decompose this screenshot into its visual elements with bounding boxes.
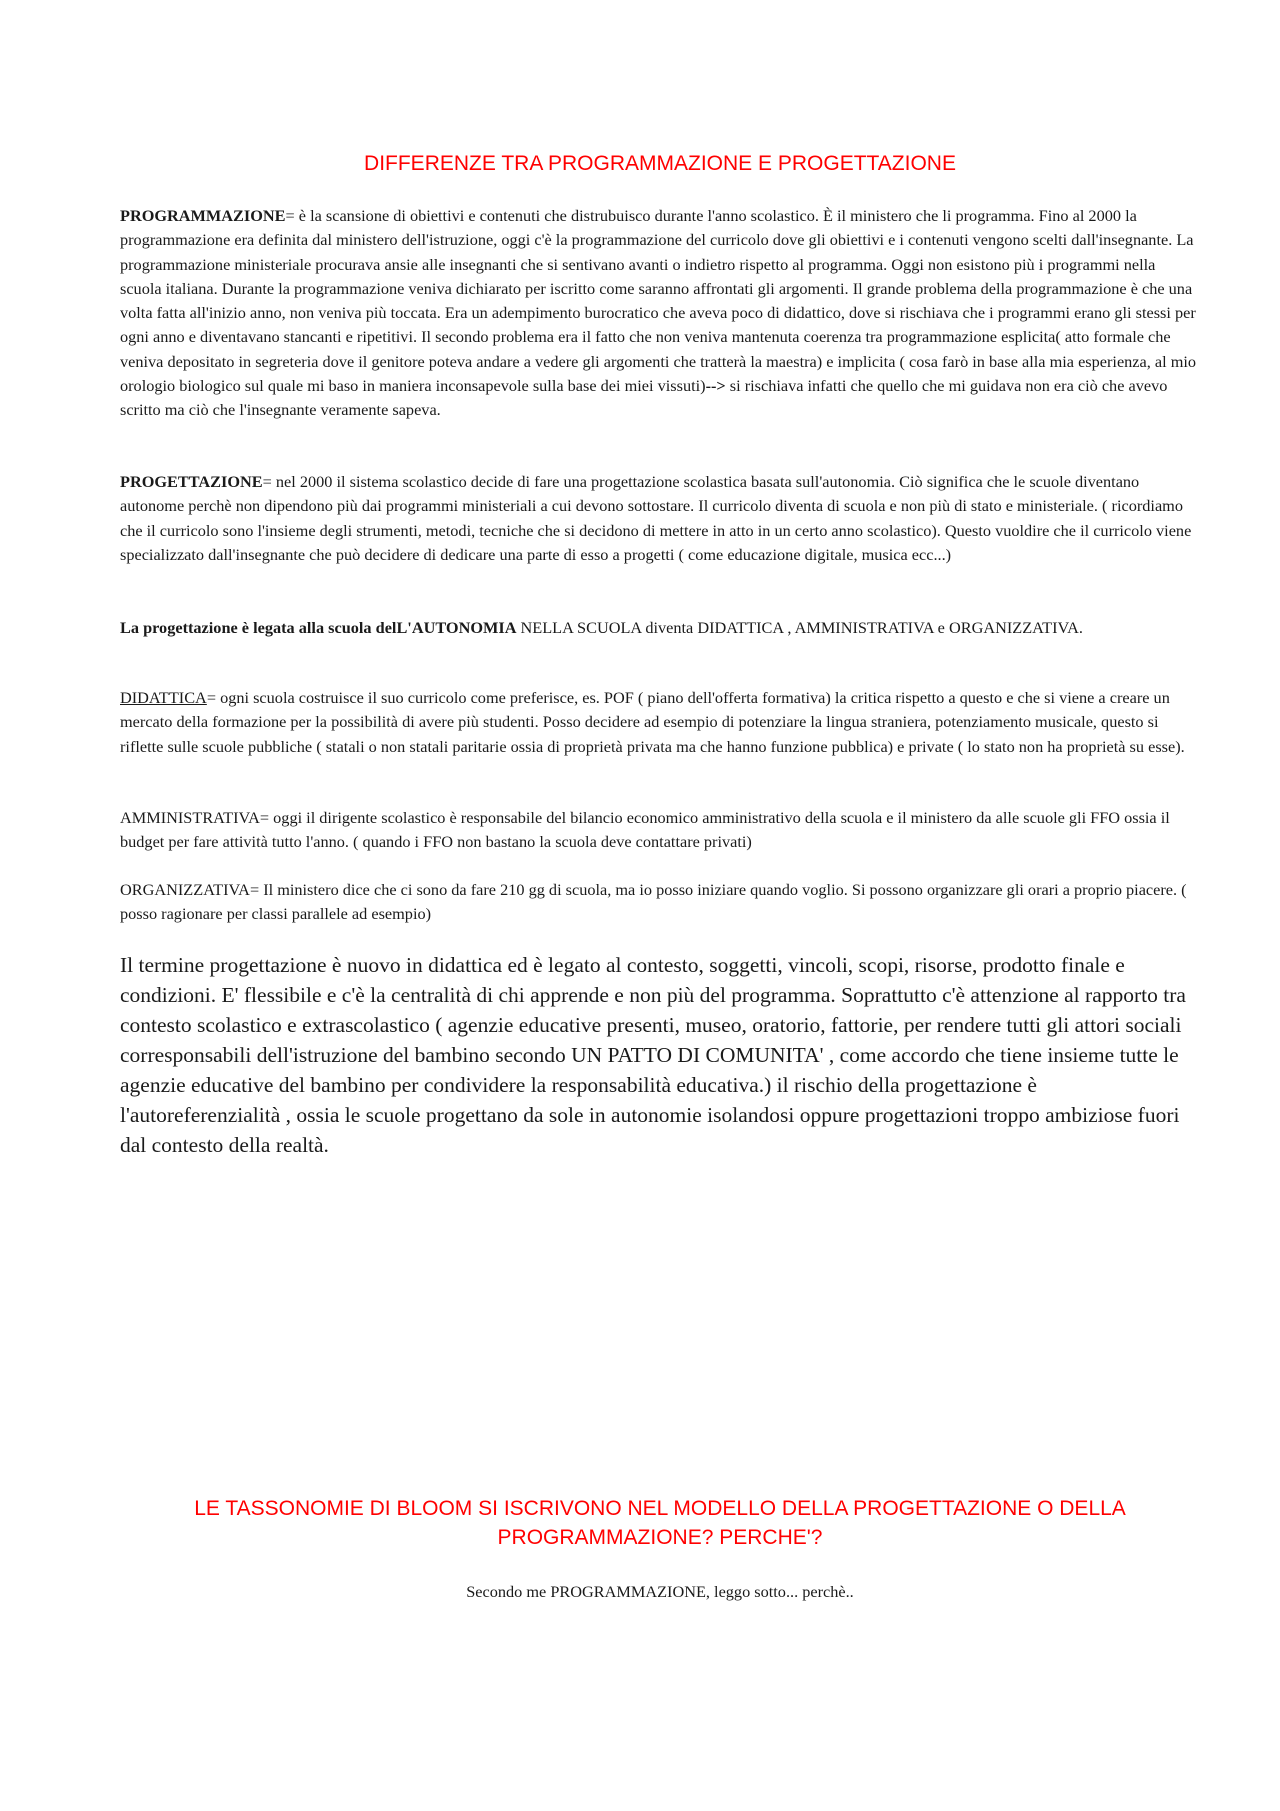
paragraph-organizzativa xyxy=(120,878,1200,927)
document-title: DIFFERENZE TRA PROGRAMMAZIONE E PROGETTAZIONE xyxy=(364,152,956,175)
paragraph-amministrativa xyxy=(120,806,1200,855)
autonomia-bold: La progettazione è legata alla scuola delL'AUTONOMIA xyxy=(120,618,517,637)
term-programmazione: PROGRAMMAZIONE xyxy=(120,206,286,225)
arrow-symbol: --> xyxy=(705,376,726,396)
term-progettazione: PROGETTAZIONE xyxy=(120,472,263,491)
termine-text: Il termine progettazione è nuovo in didattica ed è legato al contesto, soggetti, vincoli, scopi, risorse, prodotto finale e condizioni. E' flessibile e c'è la centralità di chi apprende e non più del programma. Soprattutto c'è attenzione al rapporto tra contesto scolastico e extrascolastico ( agenzie educative presenti, museo, oratorio, fattorie, per rendere tutti gli attori sociali corresponsabili dell'istruzione del bambino secondo UN PATTO DI COMUNITA' , come accordo che tiene insieme tutte le agenzie educative del bambino per condividere la responsabilità educativa.) il rischio della progettazione è l'autoreferenzialità , ossia le scuole progettano da sole in autonomie isolandosi oppure progettazioni troppo ambiziose fuori dal contesto della realtà. xyxy=(120,953,1186,1157)
didattica-text: = ogni scuola costruisce il suo curricolo come preferisce, es. POF ( piano dell'offerta formativa) la critica rispetto a questo e che si viene a creare un mercato della formazione per la possibilità di avere più studenti. Posso decidere ad esempio di potenziare la lingua straniera, potenziamento musicale, questo si riflette sulle scuole pubbliche ( statali o non statali paritarie ossia di proprietà privata ma che hanno funzione pubblica) e private ( lo stato non ha proprietà su esse). xyxy=(120,688,1185,756)
autonomia-text: NELLA SCUOLA diventa DIDATTICA , AMMINISTRATIVA e ORGANIZZATIVA. xyxy=(516,618,1083,637)
progettazione-text: = nel 2000 il sistema scolastico decide di fare una progettazione scolastica basata sull'autonomia. Ciò significa che le scuole diventano autonome perchè non dipendono più dai programmi ministeriali a cui devono sottostare. Il curricolo diventa di scuola e non più di stato e ministeriale. ( ricordiamo che il curricolo sono l'insieme degli strumenti, metodi, tecniche che si decidono di mettere in atto in un certo anno scolastico). Questo vuoldire che il curricolo viene specializzato dall'insegnante che può decidere di dedicare una parte di esso a progetti ( come educazione digitale, musica ecc...) xyxy=(120,472,1192,564)
term-didattica: DIDATTICA xyxy=(120,688,207,707)
organizzativa-text: ORGANIZZATIVA= Il ministero dice che ci sono da fare 210 gg di scuola, ma io posso iniziare quando voglio. Si possono organizzare gli orari a proprio piacere. ( posso ragionare per classi parallele ad esempio) xyxy=(120,880,1187,924)
paragraph-progettazione xyxy=(120,470,1200,567)
paragraph-didattica xyxy=(120,686,1200,759)
paragraph-programmazione xyxy=(120,204,1200,423)
programmazione-text-end: si rischiava infatti che quello che mi guidava non era ciò che avevo scritto ma ciò che l'insegnante veramente sapeva. xyxy=(120,376,1168,420)
paragraph-autonomia xyxy=(120,616,1200,640)
section-question-title: LE TASSONOMIE DI BLOOM SI ISCRIVONO NEL MODELLO DELLA PROGETTAZIONE O DELLA PROGRAMMAZIONE? PERCHE'? xyxy=(194,1497,1126,1549)
paragraph-termine xyxy=(120,950,1200,1160)
amministrativa-text: AMMINISTRATIVA= oggi il dirigente scolastico è responsabile del bilancio economico amministrativo della scuola e il ministero da alle scuole gli FFO ossia il budget per fare attività tutto l'anno. ( quando i FFO non bastano la scuola deve contattare privati) xyxy=(120,808,1170,852)
answer-text: Secondo me PROGRAMMAZIONE, leggo sotto... perchè.. xyxy=(466,1582,854,1601)
programmazione-text: = è la scansione di obiettivi e contenuti che distrubuisco durante l'anno scolastico. È il ministero che li programma. Fino al 2000 la programmazione era definita dal ministero dell'istruzione, oggi c'è la programmazione del curricolo dove gli obiettivi e i contenuti vengono scelti dall'insegnante. La programmazione ministeriale procurava ansie alle insegnanti che si sentivano avanti o indietro rispetto al programma. Oggi non esistono più i programmi nella scuola italiana. Durante la programmazione veniva dichiarato per iscritto come saranno affrontati gli argomenti. Il grande problema della programmazione è che una volta fatta all'inizio anno, non veniva più toccata. Era un adempimento burocratico che aveva poco di didattico, dove si rischiava che i programmi erano gli stessi per ogni anno e diventavano stancanti e ripetitivi. Il secondo problema era il fatto che non veniva mantenuta coerenza tra programmazione esplicita( atto formale che veniva depositato in segreteria dove il genitore poteva andare a vedere gli argomenti che tratterà la maestra) e implicita ( cosa farò in base alla mia esperienza, al mio orologio biologico sul quale mi baso in maniera inconsapevole sulla base dei miei vissuti) xyxy=(120,206,1197,396)
